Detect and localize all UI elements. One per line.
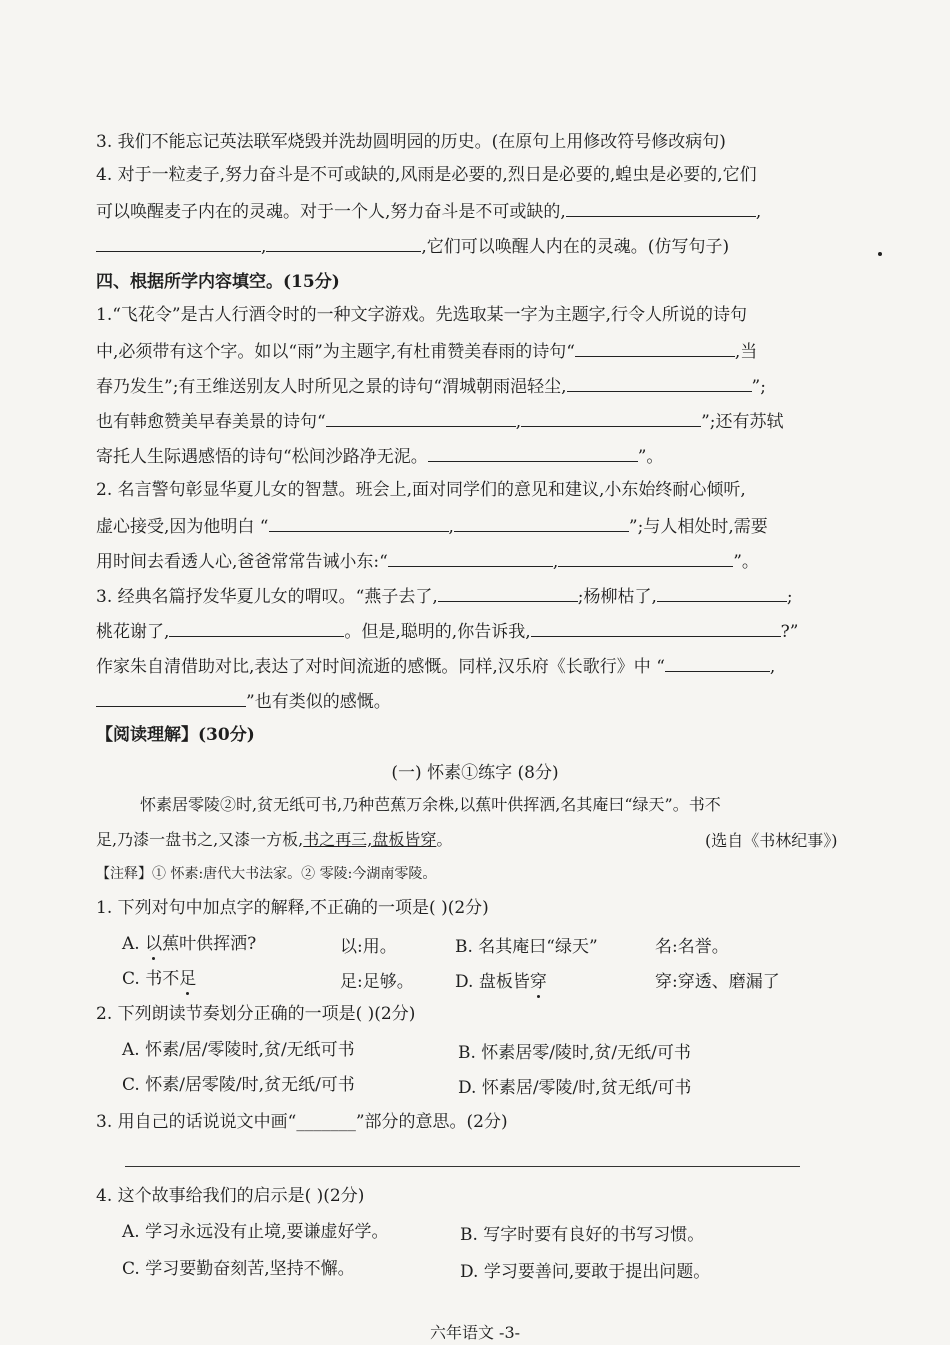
passage-note: 【注释】① 怀素:唐代大书法家。② 零陵:今湖南零陵。	[96, 866, 437, 882]
text: 用时间去看透人心,爸爸常常告诫小东:“	[96, 552, 388, 572]
page-footer: 六年语文 -3-	[429, 1323, 521, 1342]
passage-line1: 怀素居零陵②时,贫无纸可书,乃种芭蕉万余株,以蕉叶供挥洒,名其庵曰“绿天”。书不	[140, 795, 721, 814]
passage-line2	[96, 828, 452, 852]
text: 桃花谢了,	[96, 622, 170, 642]
text: 足,乃漆一盘书之,又漆一方板,	[96, 830, 304, 849]
q4-option-c[interactable]: C. 学习要勤奋刻苦,坚持不懈。	[122, 1259, 355, 1279]
answer-blank[interactable]	[96, 688, 246, 707]
answer-blank[interactable]	[266, 233, 421, 252]
text: ;杨柳枯了,	[577, 587, 657, 607]
text: 可以唤醒麦子内在的灵魂。对于一个人,努力奋斗是不可或缺的,	[96, 202, 566, 222]
text: ”;与人相处时,需要	[628, 517, 768, 537]
q1-option-b-gloss: 名:名誉。	[655, 937, 729, 957]
s4-q3-l4	[96, 688, 391, 714]
answer-blank[interactable]	[428, 443, 638, 462]
text: ”。	[637, 447, 664, 467]
text: 。但是,聪明的,你告诉我,	[344, 622, 531, 642]
text: ,	[261, 237, 267, 257]
text: ”;还有苏轼	[701, 412, 784, 432]
answer-blank[interactable]	[531, 618, 781, 637]
s4-q1-l2	[96, 338, 757, 364]
q4-option-a[interactable]: A. 学习永远没有止境,要谦虚好学。	[122, 1222, 389, 1242]
reading-q3: 3. 用自己的话说说文中画“_______”部分的意思。(2分)	[96, 1112, 508, 1132]
text: ,	[448, 517, 454, 537]
text: ”也有类似的感慨。	[246, 692, 391, 712]
s4-heading: 四、根据所学内容填空。(15分)	[96, 272, 340, 292]
text: 也有韩愈赞美早春美景的诗句“	[96, 412, 326, 432]
answer-blank[interactable]	[388, 548, 553, 567]
answer-blank[interactable]	[326, 408, 516, 427]
text: ,	[515, 412, 522, 432]
reading-q4: 4. 这个故事给我们的启示是( )(2分)	[96, 1186, 365, 1206]
q4-option-b[interactable]: B. 写字时要有良好的书写习惯。	[460, 1225, 705, 1245]
s4-q3-l3	[96, 653, 775, 679]
s4-q2-l3	[96, 548, 759, 574]
text: 春乃发生”;有王维送别友人时所见之景的诗句“渭城朝雨浥轻尘,	[96, 377, 567, 397]
answer-blank[interactable]	[454, 513, 629, 532]
q1-option-c-gloss: 足:足够。	[340, 972, 414, 992]
passage-source: (选自《书林纪事》)	[705, 831, 838, 850]
text: A.	[122, 934, 146, 954]
q1-option-b[interactable]: B. 名其庵曰“绿天”	[455, 937, 598, 957]
q2-option-a[interactable]: A. 怀素/居/零陵时,贫/无纸可书	[122, 1040, 355, 1060]
answer-blank[interactable]	[575, 338, 735, 357]
s4-q3-l2	[96, 618, 798, 644]
q1-option-a[interactable]	[122, 932, 256, 956]
s3-q3: 3. 我们不能忘记英法联军烧毁并洗劫圆明园的历史。(在原句上用修改符号修改病句)	[96, 132, 726, 152]
text: 中,必须带有这个字。如以“雨”为主题字,有杜甫赞美春雨的诗句“	[96, 342, 575, 362]
q1-option-c[interactable]	[122, 967, 196, 991]
passage-title: (一) 怀素①练字 (8分)	[391, 763, 559, 783]
answer-blank[interactable]	[657, 583, 787, 602]
q4-option-d[interactable]: D. 学习要善问,要敢于提出问题。	[460, 1262, 711, 1282]
text: C. 书不	[122, 969, 180, 989]
s3-q4-line1: 4. 对于一粒麦子,努力奋斗是不可或缺的,风雨是必要的,烈日是必要的,蝗虫是必要的,它们	[96, 165, 757, 185]
answer-blank[interactable]	[567, 373, 752, 392]
s3-q4-line3	[96, 233, 729, 259]
reading-heading: 【阅读理解】(30分)	[96, 725, 255, 745]
text: ,	[769, 657, 776, 677]
text: 虚心接受,因为他明白 “	[96, 517, 269, 537]
dotted-char: 足	[179, 969, 197, 989]
text: ?”	[780, 622, 799, 642]
q2-option-c[interactable]: C. 怀素/居零陵/时,贫无纸/可书	[122, 1075, 355, 1095]
answer-blank[interactable]	[269, 513, 449, 532]
text: 蕉叶供挥洒?	[162, 934, 257, 954]
text: ”。	[733, 552, 759, 572]
text: ;	[786, 587, 793, 607]
answer-blank[interactable]	[169, 618, 344, 637]
answer-blank[interactable]	[521, 408, 701, 427]
s4-q3-l1	[96, 583, 793, 609]
dotted-char: 以	[145, 934, 163, 954]
answer-blank[interactable]	[438, 583, 578, 602]
text: D. 盘板皆	[455, 972, 530, 992]
q2-option-b[interactable]: B. 怀素居零/陵时,贫/无纸/可书	[458, 1043, 691, 1063]
q2-option-d[interactable]: D. 怀素居/零陵/时,贫无纸/可书	[458, 1078, 692, 1098]
text: 作家朱自清借助对比,表达了对时间流逝的感慨。同样,汉乐府《长歌行》中 “	[96, 657, 665, 677]
s4-q1-l4	[96, 408, 784, 434]
reading-q2: 2. 下列朗读节奏划分正确的一项是( )(2分)	[96, 1004, 416, 1024]
answer-blank[interactable]	[665, 653, 770, 672]
text: 3. 经典名篇抒发华夏儿女的喟叹。“燕子去了,	[96, 587, 438, 607]
q1-option-a-gloss: 以:用。	[340, 937, 397, 957]
text: 。	[436, 830, 453, 849]
answer-blank[interactable]	[558, 548, 733, 567]
s4-q1-l5	[96, 443, 663, 469]
scan-mark	[878, 252, 882, 256]
q1-option-d-gloss: 穿:穿透、磨漏了	[655, 972, 780, 992]
dotted-char: 穿	[529, 972, 547, 992]
reading-q1: 1. 下列对句中加点字的解释,不正确的一项是( )(2分)	[96, 898, 489, 918]
s4-q1-l3	[96, 373, 766, 399]
answer-blank[interactable]	[96, 233, 261, 252]
text: ,它们可以唤醒人内在的灵魂。(仿写句子)	[421, 237, 730, 257]
answer-line[interactable]	[125, 1166, 800, 1167]
s4-q2-l2	[96, 513, 768, 539]
underlined-text: 书之再三,盘板皆穿	[303, 830, 437, 849]
text: ,	[552, 552, 559, 572]
text: ”;	[751, 377, 766, 397]
s4-q2-l1: 2. 名言警句彰显华夏儿女的智慧。班会上,面对同学们的意见和建议,小东始终耐心倾听,	[96, 480, 746, 500]
q1-option-d[interactable]	[455, 967, 547, 992]
text: 寄托人生际遇感悟的诗句“松间沙路净无泥。	[96, 447, 428, 467]
answer-blank[interactable]	[566, 198, 756, 217]
s3-q4-line2	[96, 198, 761, 224]
text: ,	[755, 202, 762, 222]
s4-q1-l1: 1.“飞花令”是古人行酒令时的一种文字游戏。先选取某一字为主题字,行令人所说的诗句	[96, 305, 748, 325]
text: ,当	[734, 342, 758, 362]
